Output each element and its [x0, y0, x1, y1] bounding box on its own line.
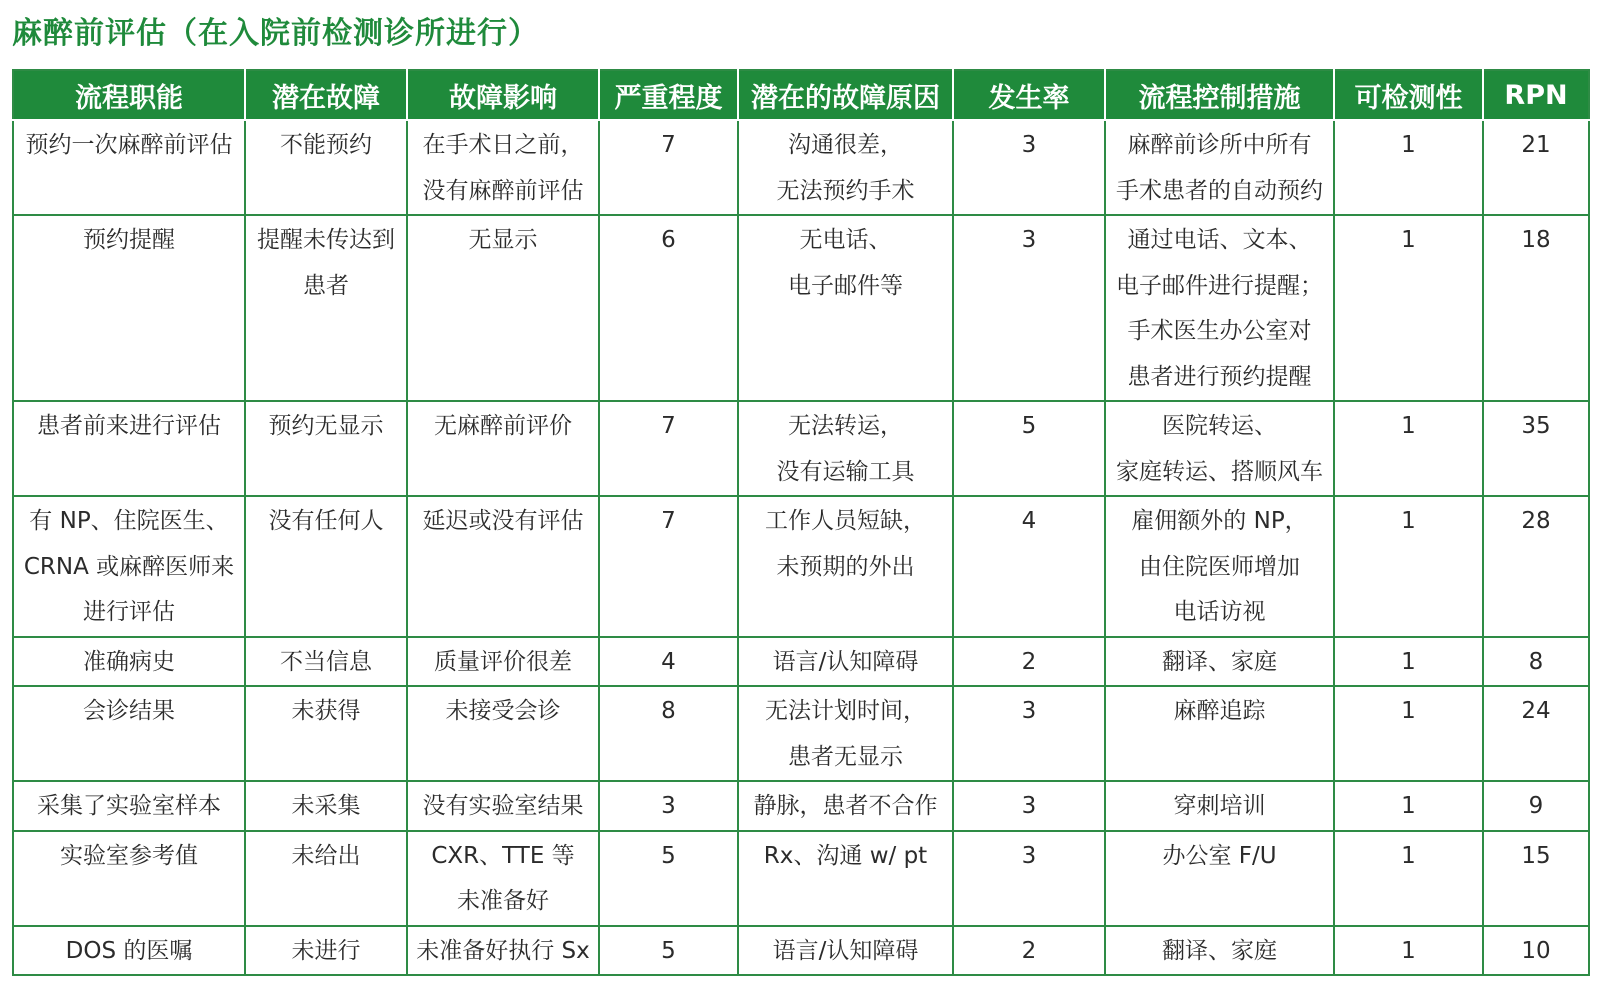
cell-potential-failure: 未给出 [245, 831, 407, 926]
cell-process-controls: 麻醉前诊所中所有 手术患者的自动预约 [1105, 120, 1334, 215]
cell-process-function: 患者前来进行评估 [13, 401, 245, 496]
cell-potential-cause: Rx、沟通 w/ pt [738, 831, 953, 926]
cell-process-controls: 医院转运、 家庭转运、搭顺风车 [1105, 401, 1334, 496]
cell-potential-failure: 未进行 [245, 926, 407, 976]
cell-potential-failure: 预约无显示 [245, 401, 407, 496]
cell-potential-cause: 沟通很差， 无法预约手术 [738, 120, 953, 215]
cell-occurrence: 5 [953, 401, 1105, 496]
cell-process-function: DOS 的医嘱 [13, 926, 245, 976]
cell-detectability: 1 [1334, 831, 1483, 926]
cell-potential-cause: 语言/认知障碍 [738, 926, 953, 976]
header-process-controls: 流程控制措施 [1105, 70, 1334, 120]
cell-potential-failure: 不能预约 [245, 120, 407, 215]
cell-failure-effect: 无显示 [407, 215, 599, 401]
cell-failure-effect: 未接受会诊 [407, 686, 599, 781]
cell-process-function: 会诊结果 [13, 686, 245, 781]
cell-detectability: 1 [1334, 120, 1483, 215]
cell-process-controls: 麻醉追踪 [1105, 686, 1334, 781]
cell-detectability: 1 [1334, 401, 1483, 496]
cell-potential-cause: 无电话、 电子邮件等 [738, 215, 953, 401]
cell-occurrence: 3 [953, 215, 1105, 401]
cell-failure-effect: 在手术日之前， 没有麻醉前评估 [407, 120, 599, 215]
cell-severity: 3 [599, 781, 738, 831]
cell-rpn: 28 [1483, 496, 1589, 637]
cell-potential-cause: 无法计划时间， 患者无显示 [738, 686, 953, 781]
cell-process-controls: 雇佣额外的 NP， 由住院医师增加 电话访视 [1105, 496, 1334, 637]
cell-occurrence: 3 [953, 686, 1105, 781]
cell-potential-cause: 语言/认知障碍 [738, 637, 953, 687]
cell-detectability: 1 [1334, 686, 1483, 781]
cell-process-function: 预约一次麻醉前评估 [13, 120, 245, 215]
cell-process-function: 采集了实验室样本 [13, 781, 245, 831]
cell-failure-effect: 未准备好执行 Sx [407, 926, 599, 976]
header-row [13, 70, 1589, 120]
cell-severity: 7 [599, 120, 738, 215]
cell-failure-effect: 延迟或没有评估 [407, 496, 599, 637]
cell-potential-failure: 提醒未传达到 患者 [245, 215, 407, 401]
cell-rpn: 9 [1483, 781, 1589, 831]
cell-failure-effect: 无麻醉前评价 [407, 401, 599, 496]
cell-severity: 5 [599, 926, 738, 976]
header-potential-failure: 潜在故障 [245, 70, 407, 120]
table-row [13, 496, 1589, 637]
cell-failure-effect: 质量评价很差 [407, 637, 599, 687]
cell-potential-failure: 未采集 [245, 781, 407, 831]
header-potential-cause: 潜在的故障原因 [738, 70, 953, 120]
cell-severity: 6 [599, 215, 738, 401]
cell-occurrence: 2 [953, 637, 1105, 687]
cell-severity: 5 [599, 831, 738, 926]
cell-rpn: 21 [1483, 120, 1589, 215]
cell-detectability: 1 [1334, 926, 1483, 976]
cell-failure-effect: 没有实验室结果 [407, 781, 599, 831]
header-detectability: 可检测性 [1334, 70, 1483, 120]
header-severity: 严重程度 [599, 70, 738, 120]
cell-detectability: 1 [1334, 781, 1483, 831]
cell-occurrence: 3 [953, 781, 1105, 831]
cell-occurrence: 4 [953, 496, 1105, 637]
cell-process-controls: 翻译、家庭 [1105, 926, 1334, 976]
cell-rpn: 15 [1483, 831, 1589, 926]
cell-process-controls: 穿刺培训 [1105, 781, 1334, 831]
cell-potential-failure: 未获得 [245, 686, 407, 781]
table-row [13, 781, 1589, 831]
cell-process-controls: 翻译、家庭 [1105, 637, 1334, 687]
cell-detectability: 1 [1334, 496, 1483, 637]
cell-rpn: 8 [1483, 637, 1589, 687]
table-row [13, 401, 1589, 496]
cell-severity: 4 [599, 637, 738, 687]
header-process-function: 流程职能 [13, 70, 245, 120]
cell-process-function: 准确病史 [13, 637, 245, 687]
table-row [13, 831, 1589, 926]
table-row [13, 686, 1589, 781]
cell-potential-failure: 不当信息 [245, 637, 407, 687]
cell-rpn: 18 [1483, 215, 1589, 401]
cell-potential-failure: 没有任何人 [245, 496, 407, 637]
cell-process-controls: 办公室 F/U [1105, 831, 1334, 926]
cell-failure-effect: CXR、TTE 等 未准备好 [407, 831, 599, 926]
cell-occurrence: 3 [953, 831, 1105, 926]
cell-process-controls: 通过电话、文本、 电子邮件进行提醒； 手术医生办公室对 患者进行预约提醒 [1105, 215, 1334, 401]
table-row [13, 120, 1589, 215]
cell-potential-cause: 静脉，患者不合作 [738, 781, 953, 831]
cell-process-function: 实验室参考值 [13, 831, 245, 926]
header-occurrence: 发生率 [953, 70, 1105, 120]
cell-rpn: 24 [1483, 686, 1589, 781]
table-row [13, 637, 1589, 687]
cell-severity: 7 [599, 496, 738, 637]
cell-severity: 7 [599, 401, 738, 496]
table-row [13, 215, 1589, 401]
cell-detectability: 1 [1334, 637, 1483, 687]
header-rpn: RPN [1483, 70, 1589, 120]
table-row [13, 926, 1589, 976]
cell-process-function: 有 NP、住院医生、 CRNA 或麻醉医师来 进行评估 [13, 496, 245, 637]
cell-rpn: 10 [1483, 926, 1589, 976]
cell-potential-cause: 工作人员短缺， 未预期的外出 [738, 496, 953, 637]
cell-severity: 8 [599, 686, 738, 781]
cell-rpn: 35 [1483, 401, 1589, 496]
cell-potential-cause: 无法转运， 没有运输工具 [738, 401, 953, 496]
cell-process-function: 预约提醒 [13, 215, 245, 401]
header-failure-effect: 故障影响 [407, 70, 599, 120]
fmea-table [12, 69, 1590, 976]
cell-occurrence: 2 [953, 926, 1105, 976]
cell-occurrence: 3 [953, 120, 1105, 215]
page-title: 麻醉前评估（在入院前检测诊所进行） [12, 16, 539, 51]
cell-detectability: 1 [1334, 215, 1483, 401]
